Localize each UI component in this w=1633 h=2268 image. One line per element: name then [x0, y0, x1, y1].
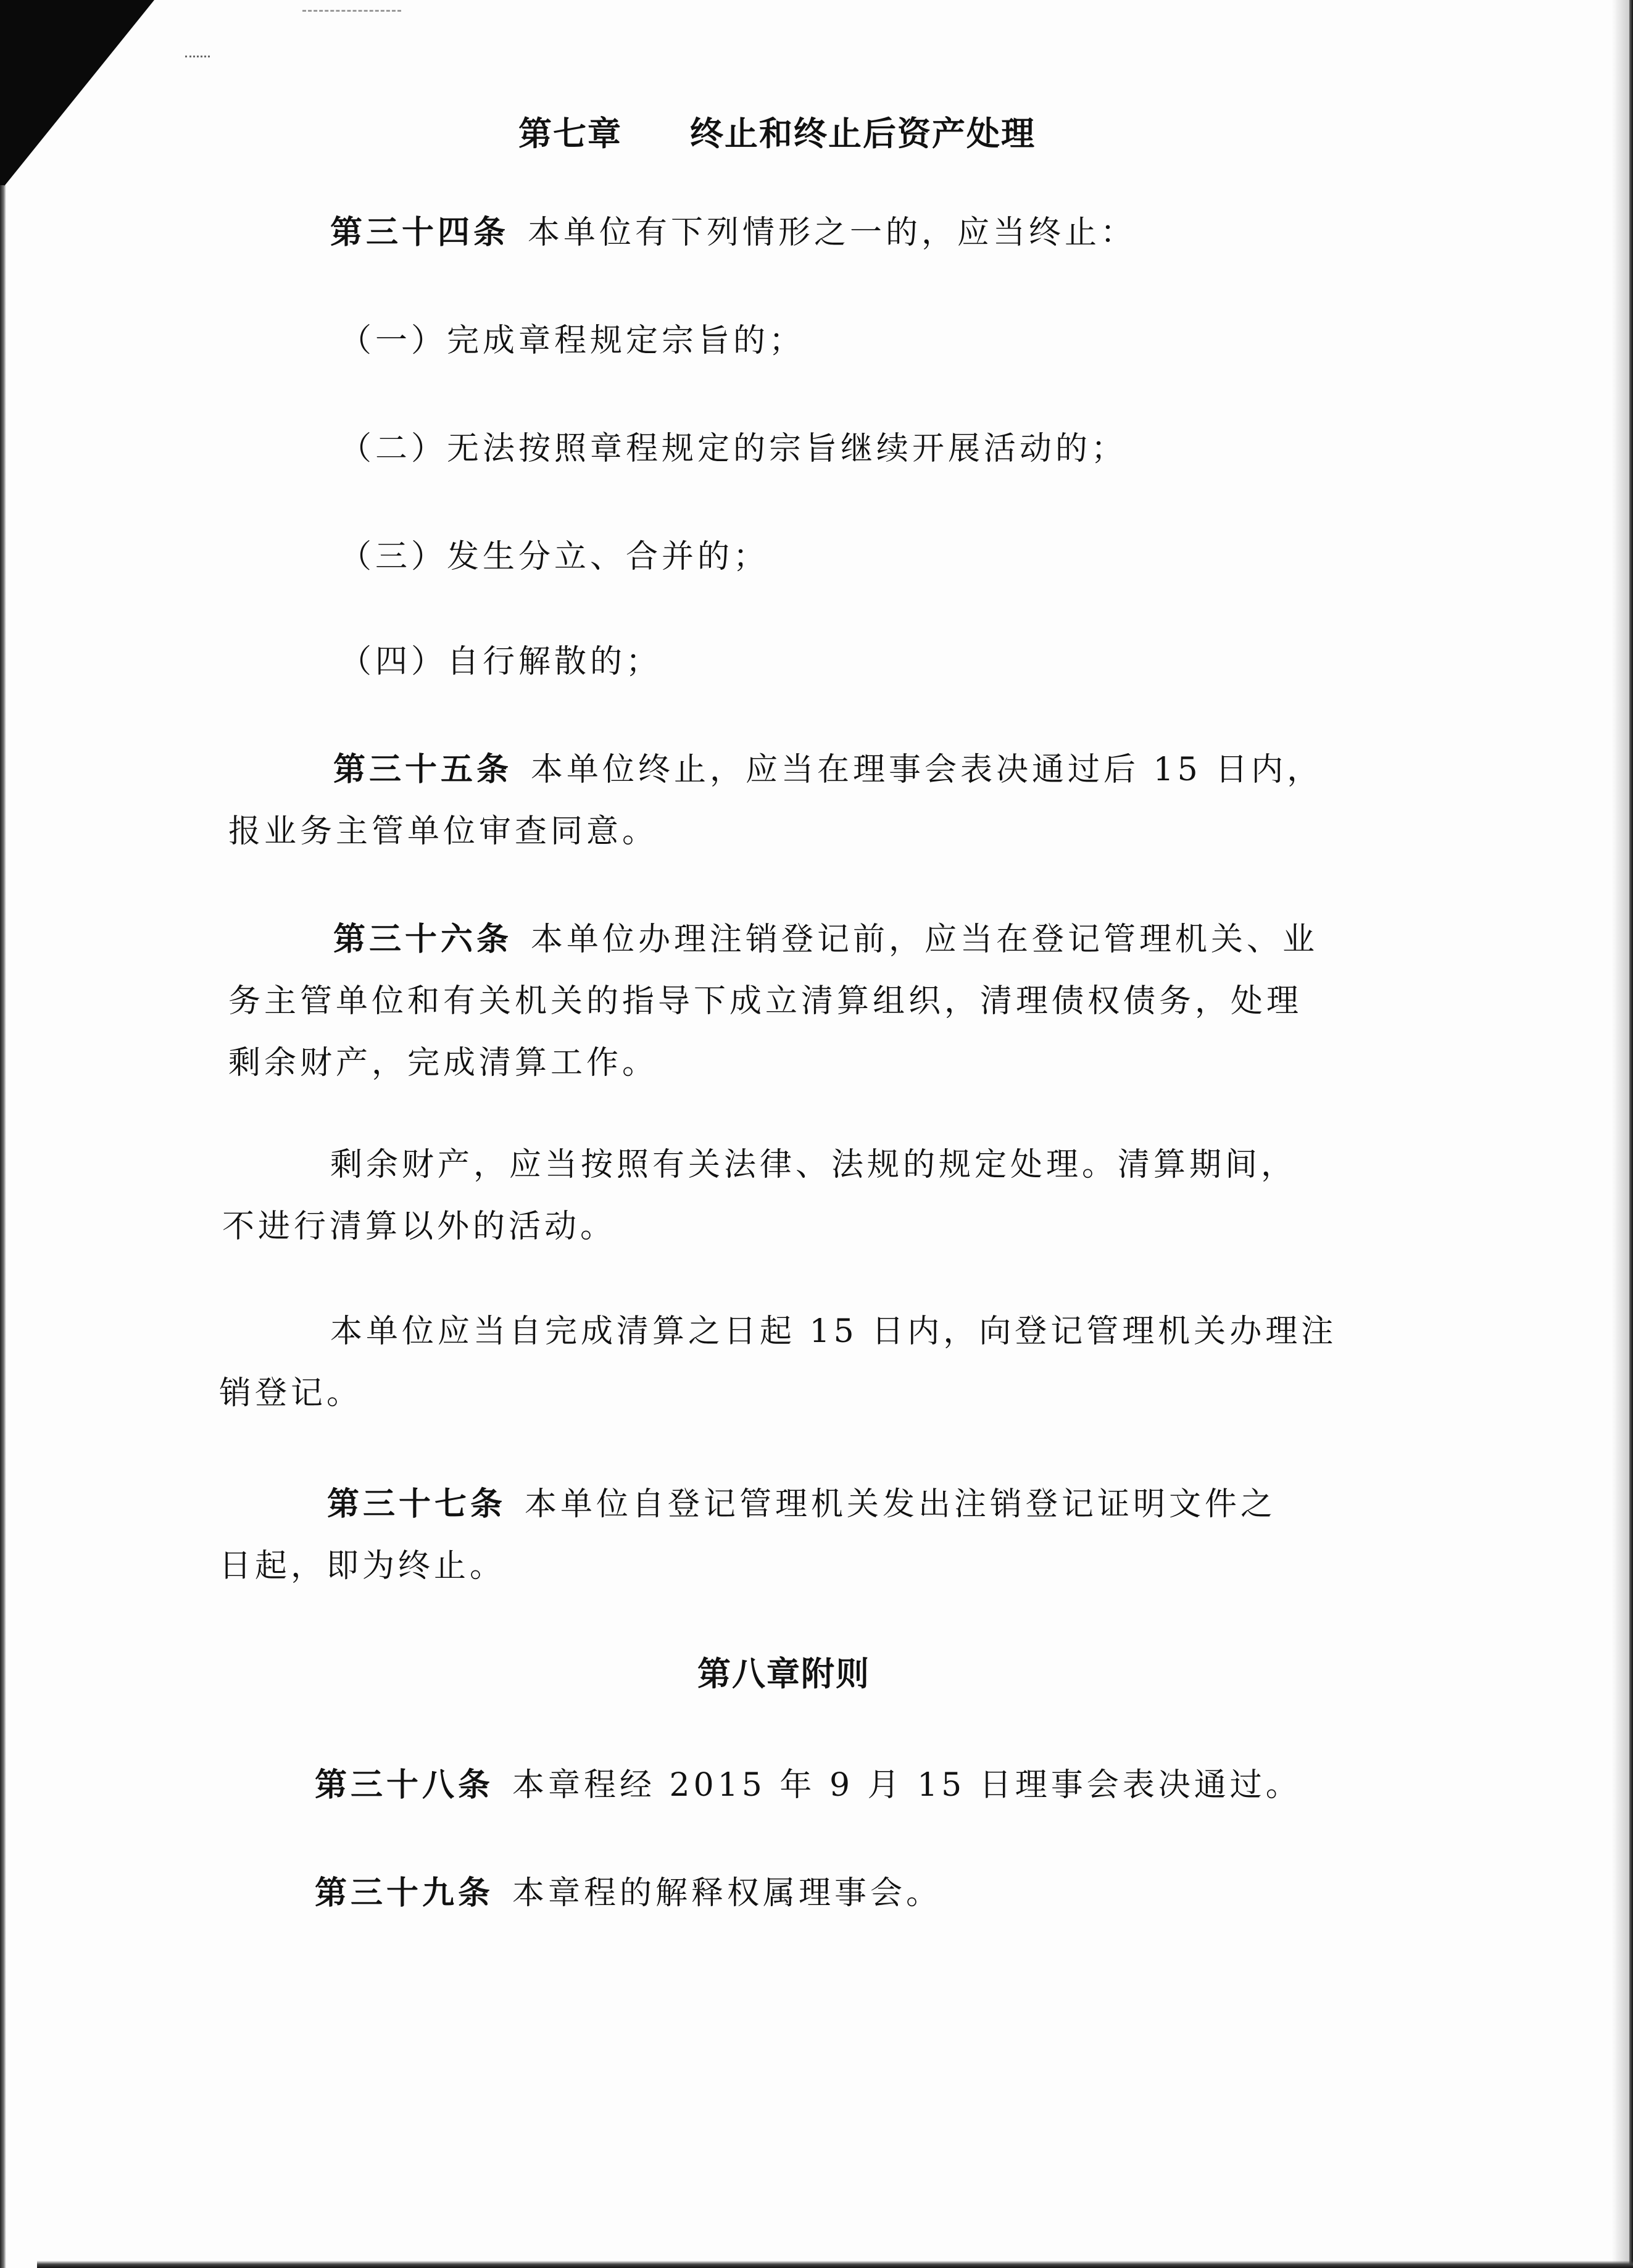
article-36-line-2: 务主管单位和有关机关的指导下成立清算组织，清理债权债务，处理	[228, 983, 1303, 1020]
scan-top-dots	[185, 56, 210, 57]
article-36-para-3-line-2: 销登记。	[219, 1375, 363, 1412]
chapter-8-heading: 第八章附则	[697, 1654, 870, 1693]
article-34	[330, 213, 1136, 252]
article-39-label: 第三十九条	[315, 1875, 494, 1912]
scan-left-edge	[0, 185, 6, 2268]
scan-corner-shadow	[0, 0, 154, 191]
article-35-text-1: 本单位终止，应当在理事会表决通过后 15 日内，	[531, 751, 1323, 788]
article-37-text-1: 本单位自登记管理机关发出注销登记证明文件之	[525, 1486, 1277, 1523]
chapter-7-number: 第七章	[518, 114, 622, 153]
article-37-line-1	[327, 1485, 1276, 1524]
scan-bottom-edge	[37, 2261, 1633, 2268]
scan-top-mark	[302, 10, 401, 12]
chapter-7-heading	[518, 114, 1036, 154]
chapter-7-title: 终止和终止后资产处理	[690, 114, 1036, 153]
article-38	[315, 1766, 1302, 1805]
article-35-line-1	[333, 750, 1323, 790]
article-34-item-2: （二）无法按照章程规定的宗旨继续开展活动的；	[339, 430, 1128, 467]
article-36-text-1: 本单位办理注销登记前，应当在登记管理机关、业	[531, 921, 1319, 958]
article-38-label: 第三十八条	[315, 1767, 494, 1804]
article-36-para-2-line-1: 剩余财产，应当按照有关法律、法规的规定处理。清算期间，	[330, 1146, 1297, 1183]
article-38-text: 本章程经 2015 年 9 月 15 日理事会表决通过。	[512, 1767, 1302, 1804]
article-34-item-4: （四）自行解散的；	[339, 643, 662, 680]
article-35-line-2: 报业务主管单位审查同意。	[228, 813, 659, 850]
article-34-text: 本单位有下列情形之一的，应当终止：	[528, 214, 1137, 251]
article-39	[315, 1874, 942, 1913]
article-34-item-3: （三）发生分立、合并的；	[339, 538, 770, 575]
article-37-line-2: 日起，即为终止。	[219, 1548, 506, 1585]
article-36-para-2-line-2: 不进行清算以外的活动。	[222, 1208, 617, 1245]
article-34-item-1: （一）完成章程规定宗旨的；	[339, 322, 805, 359]
article-34-label: 第三十四条	[330, 214, 510, 251]
article-36-line-1	[333, 920, 1318, 959]
article-37-label: 第三十七条	[327, 1486, 507, 1523]
scan-right-fold	[1612, 0, 1628, 2268]
scan-right-edge	[1628, 0, 1633, 2268]
article-36-label: 第三十六条	[333, 921, 513, 958]
article-36-line-3: 剩余财产，完成清算工作。	[228, 1044, 659, 1082]
article-35-label: 第三十五条	[333, 751, 513, 788]
article-36-para-3-line-1: 本单位应当自完成清算之日起 15 日内，向登记管理机关办理注	[330, 1313, 1337, 1350]
article-39-text: 本章程的解释权属理事会。	[512, 1875, 942, 1912]
